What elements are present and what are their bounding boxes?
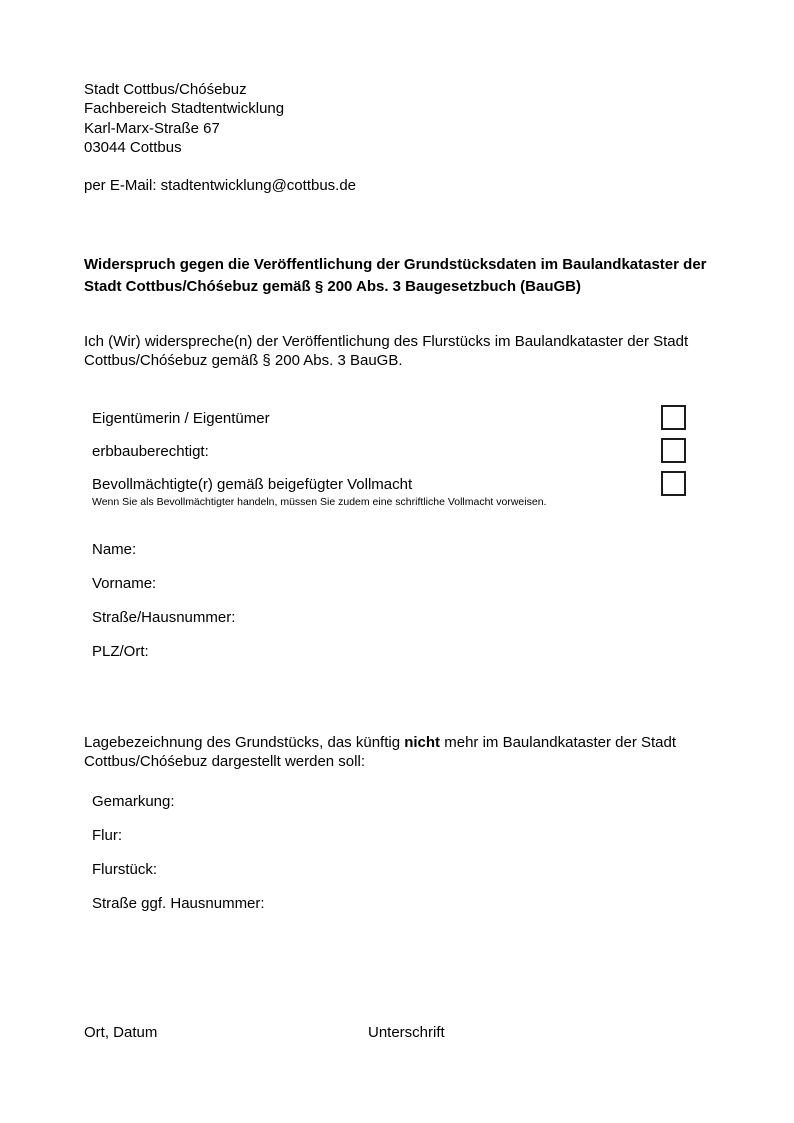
field-label-name: Name: xyxy=(92,541,137,558)
parcel-location-statement-after: mehr im Baulandkataster der Stadt Cottbus/Chóśebuz dargestellt werden soll: xyxy=(84,734,677,771)
signature-place-date-label: Ort, Datum xyxy=(84,1024,158,1041)
option-label-owner: Eigentümerin / Eigentümer xyxy=(92,410,270,427)
field-label-gemarkung: Gemarkung: xyxy=(92,793,175,810)
recipient-line-department: Fachbereich Stadtentwicklung xyxy=(84,100,285,118)
recipient-line-postal-city: 03044 Cottbus xyxy=(84,139,182,157)
recipient-line-city: Stadt Cottbus/Chóśebuz xyxy=(84,81,247,98)
recipient-address-block xyxy=(84,80,284,158)
field-label-flur: Flur: xyxy=(92,827,122,844)
field-label-street-housenumber: Straße/Hausnummer: xyxy=(92,609,236,626)
leaseholder-checkbox[interactable] xyxy=(661,438,686,463)
authorized-representative-note: Wenn Sie als Bevollmächtigter handeln, müssen Sie zudem eine schriftliche Vollmacht vorweisen. xyxy=(92,496,547,509)
option-label-leaseholder: erbbauberechtigt: xyxy=(92,443,209,460)
option-label-authorized-representative: Bevollmächtigte(r) gemäß beigefügter Vollmacht xyxy=(92,476,413,493)
authorized-representative-checkbox[interactable] xyxy=(661,471,686,496)
field-label-strasse-hausnummer: Straße ggf. Hausnummer: xyxy=(92,895,265,912)
recipient-line-street: Karl-Marx-Straße 67 xyxy=(84,119,220,137)
objection-statement: Ich (Wir) widerspreche(n) der Veröffentlichung des Flurstücks im Baulandkataster der Stadt Cottbus/Chóśebuz gemäß § 200 Abs. 3 BauGB. xyxy=(84,333,689,370)
parcel-location-statement xyxy=(84,733,706,772)
owner-checkbox[interactable] xyxy=(661,405,686,430)
option-row-owner xyxy=(92,409,752,428)
document-title: Widerspruch gegen die Veröffentlichung der Grundstücksdaten im Baulandkataster der Stadt Cottbus/Chóśebuz gemäß § 200 Abs. 3 Baugesetzbuch (BauGB) xyxy=(84,256,707,295)
field-label-firstname: Vorname: xyxy=(92,575,157,592)
field-label-flurstueck: Flurstück: xyxy=(92,861,158,878)
option-row-authorized-representative xyxy=(92,475,752,508)
email-delivery-line: per E-Mail: stadtentwicklung@cottbus.de xyxy=(84,177,357,194)
field-label-postalcode-city: PLZ/Ort: xyxy=(92,643,149,660)
parcel-location-statement-before: Lagebezeichnung des Grundstücks, das künftig xyxy=(84,734,405,751)
parcel-location-statement-bold: nicht xyxy=(404,734,441,751)
signature-label: Unterschrift xyxy=(368,1024,445,1041)
option-row-leaseholder xyxy=(92,442,752,461)
